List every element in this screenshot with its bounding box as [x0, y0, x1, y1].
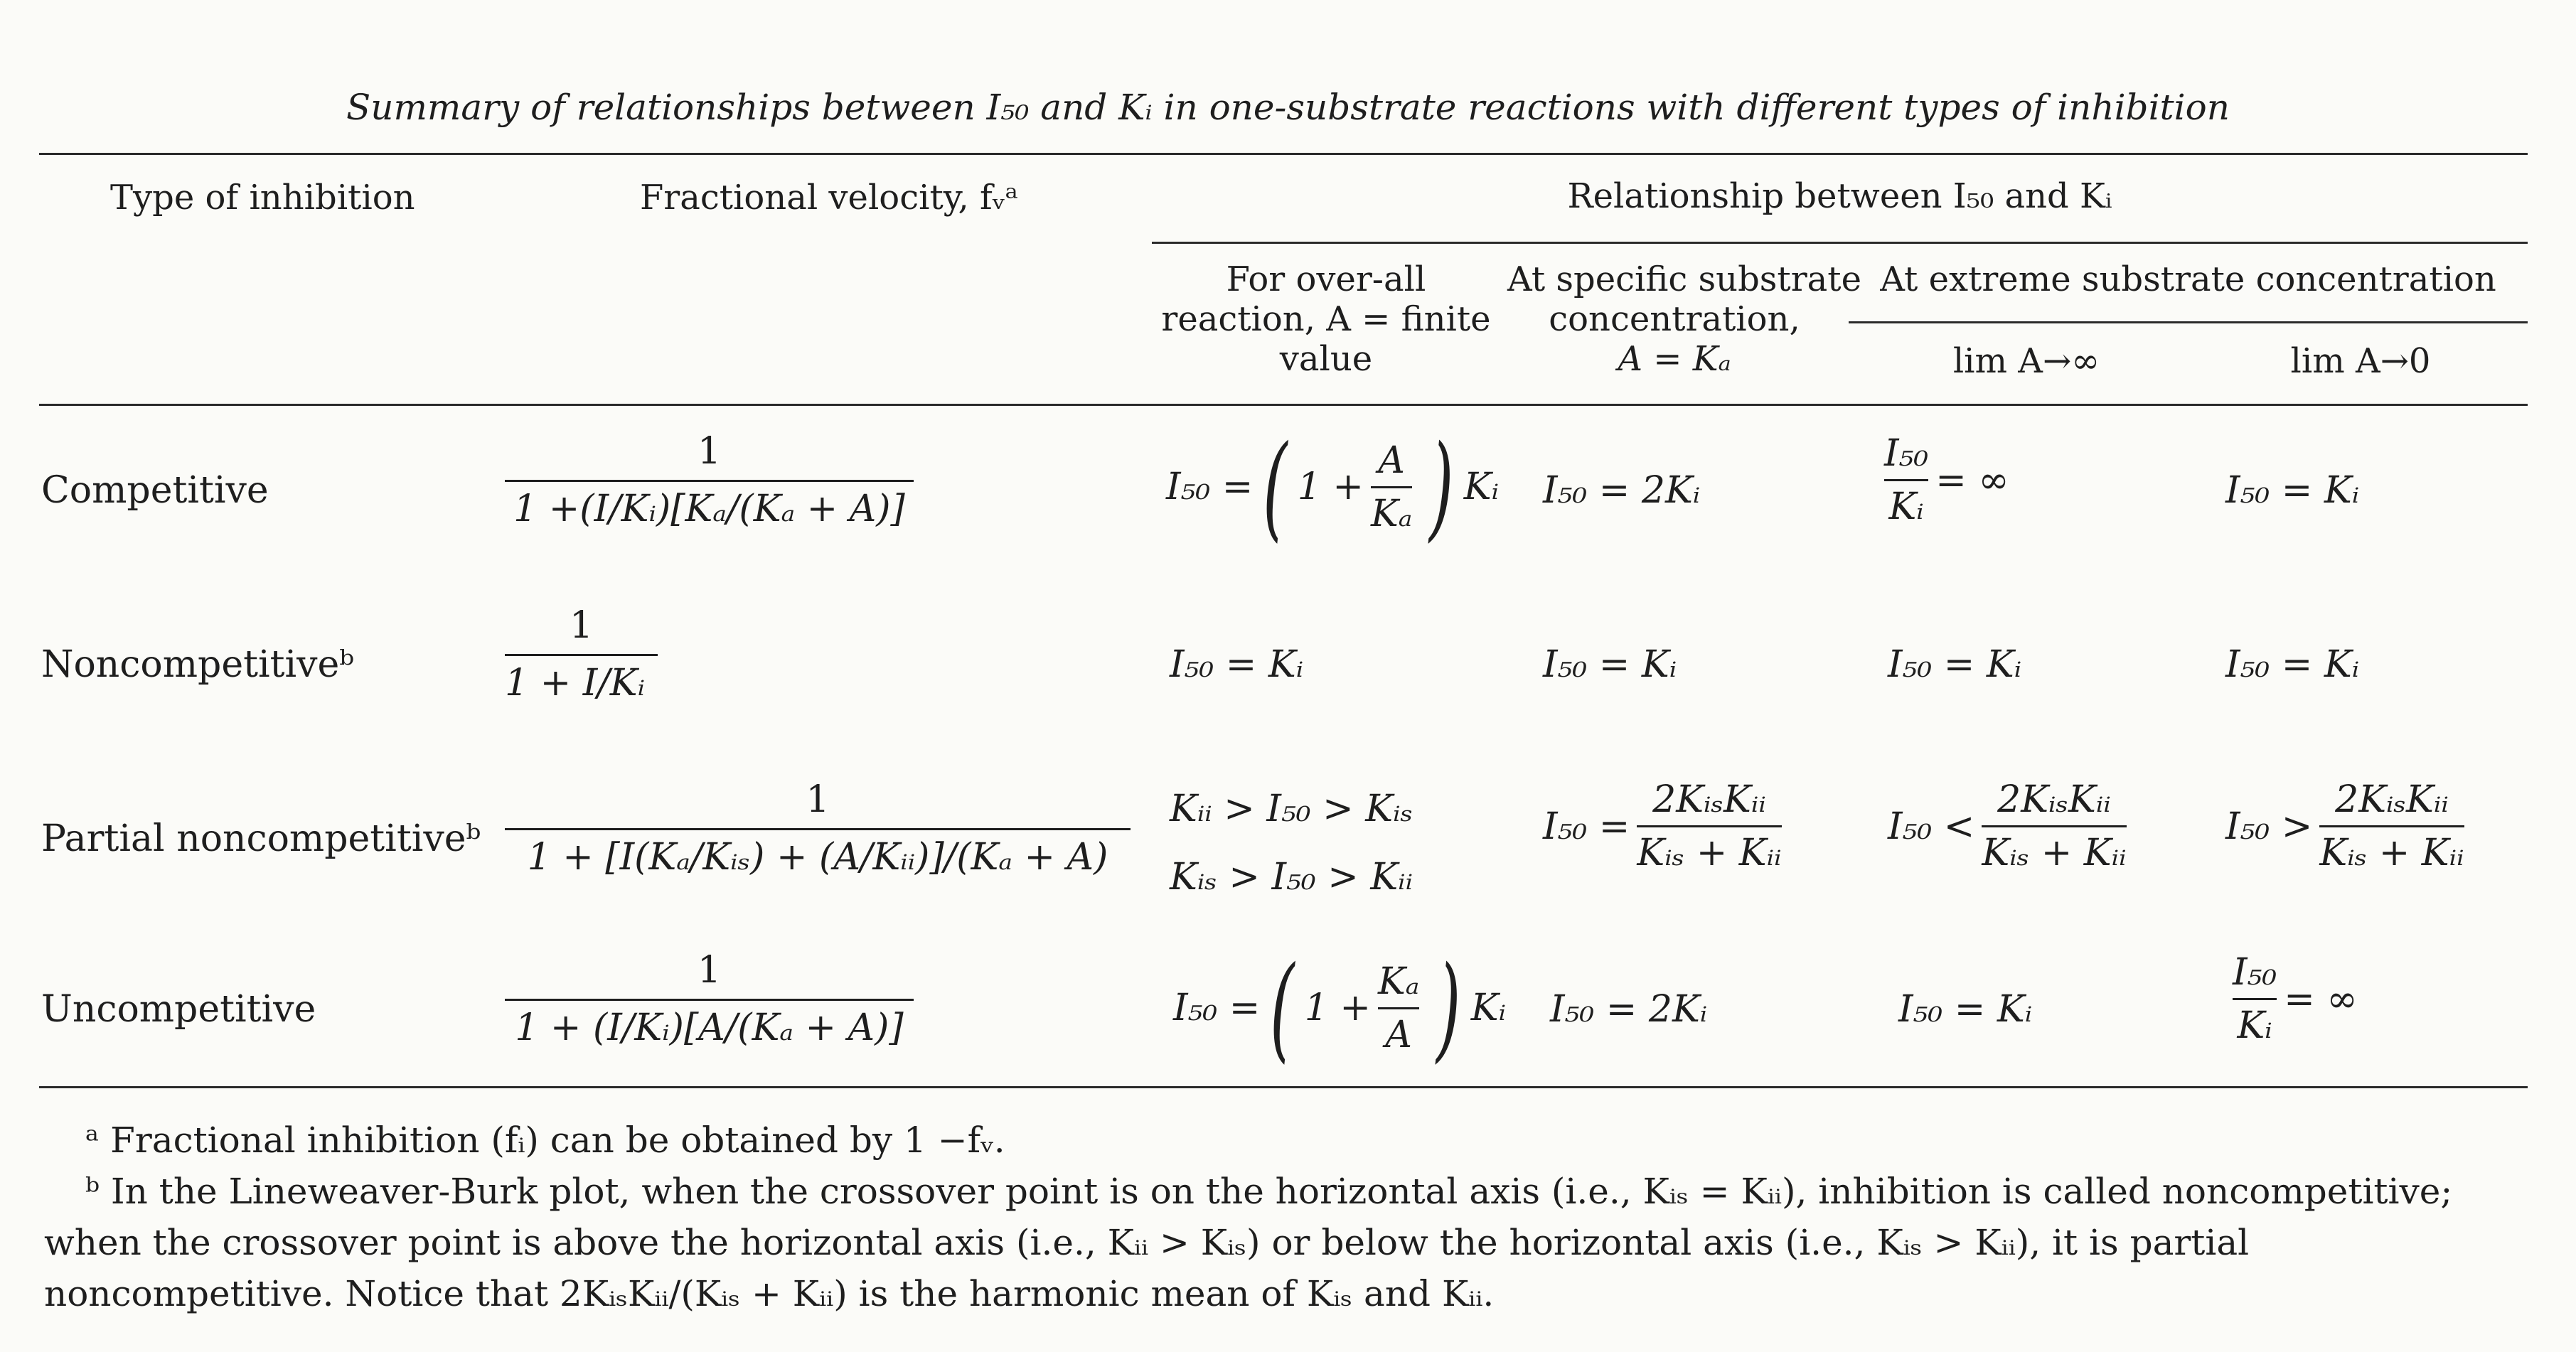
lim-inf-uncompetitive: I₅₀ = Kᵢ	[1898, 988, 2033, 1031]
footnote-b: ᵇ In the Lineweaver-Burk plot, when the crossover point is on the horizontal axis (i.e., Kᵢₛ = Kᵢᵢ), inhibition is called noncompetitive; when the crossover point is above the horizontal axis (i.e., Kᵢᵢ > Kᵢₛ) or below the horizontal axis (i.e., Kᵢₛ > Kᵢᵢ), it is partial noncompetitive. Notice that 2KᵢₛKᵢᵢ/(Kᵢₛ + Kᵢᵢ) is the harmonic mean of Kᵢₛ and Kᵢᵢ.	[44, 1171, 2453, 1314]
overall-partial-noncompetitive: Kᵢᵢ > I₅₀ > Kᵢₛ Kᵢₛ > I₅₀ > Kᵢᵢ	[1170, 788, 1413, 898]
header-specific: At specific substrate concentration, A = Kₐ	[1507, 259, 1861, 379]
lim-inf-partial-noncompetitive: I₅₀ < 2KᵢₛKᵢᵢ Kᵢₛ + Kᵢᵢ	[1888, 778, 2127, 874]
table-title: Summary of relationships between I₅₀ and Kᵢ in one-substrate reactions with different types of inhibition	[346, 87, 2230, 128]
overall-competitive: I₅₀ = ( 1 + A Kₐ ) Kᵢ	[1166, 420, 1500, 553]
specific-partial-noncompetitive: I₅₀ = 2KᵢₛKᵢᵢ Kᵢₛ + Kᵢᵢ	[1543, 778, 1782, 874]
header-velocity: Fractional velocity, fᵥᵃ	[640, 178, 1019, 218]
header-type: Type of inhibition	[110, 178, 415, 218]
specific-uncompetitive: I₅₀ = 2Kᵢ	[1550, 988, 1708, 1031]
header-overall: For over-all reaction, A = finite value	[1161, 259, 1491, 379]
relationship-underline	[1152, 242, 2528, 244]
overall-uncompetitive: I₅₀ = ( 1 + Kₐ A ) Kᵢ	[1173, 941, 1507, 1074]
extreme-underline	[1849, 321, 2528, 323]
lim-zero-competitive: I₅₀ = Kᵢ	[2225, 469, 2360, 512]
specific-noncompetitive: I₅₀ = Kᵢ	[1543, 643, 1677, 686]
velocity-uncompetitive: 1 1 + (I/Kᵢ)[A/(Kₐ + A)]	[505, 949, 914, 1049]
overall-noncompetitive: I₅₀ = Kᵢ	[1170, 643, 1304, 686]
row-type-uncompetitive: Uncompetitive	[41, 988, 316, 1031]
top-rule	[39, 153, 2528, 155]
velocity-partial-noncompetitive: 1 1 + [I(Kₐ/Kᵢₛ) + (A/Kᵢᵢ)]/(Kₐ + A)	[505, 778, 1131, 879]
header-lim-inf: lim A→∞	[1952, 341, 2100, 381]
velocity-noncompetitive: 1 1 + I/Kᵢ	[505, 604, 658, 704]
footnote-a: ᵃ Fractional inhibition (fᵢ) can be obtained by 1 −fᵥ.	[85, 1120, 1005, 1161]
header-bottom-rule	[39, 404, 2528, 406]
row-type-noncompetitive: Noncompetitiveᵇ	[41, 643, 355, 686]
header-lim-zero: lim A→0	[2290, 341, 2431, 381]
row-type-partial-noncompetitive: Partial noncompetitiveᵇ	[41, 817, 481, 860]
row-type-competitive: Competitive	[41, 469, 269, 512]
lim-zero-noncompetitive: I₅₀ = Kᵢ	[2225, 643, 2360, 686]
lim-zero-uncompetitive: I₅₀ Kᵢ = ∞	[2233, 951, 2358, 1047]
header-relationship: Relationship between I₅₀ and Kᵢ	[1567, 176, 2112, 216]
lim-inf-competitive: I₅₀ Kᵢ = ∞	[1884, 432, 2009, 528]
velocity-competitive: 1 1 +(I/Kᵢ)[Kₐ/(Kₐ + A)]	[505, 430, 914, 530]
specific-competitive: I₅₀ = 2Kᵢ	[1543, 469, 1701, 512]
table-bottom-rule	[39, 1086, 2528, 1088]
lim-zero-partial-noncompetitive: I₅₀ > 2KᵢₛKᵢᵢ Kᵢₛ + Kᵢᵢ	[2225, 778, 2464, 874]
header-extreme: At extreme substrate concentration	[1880, 259, 2496, 299]
lim-inf-noncompetitive: I₅₀ = Kᵢ	[1888, 643, 2022, 686]
